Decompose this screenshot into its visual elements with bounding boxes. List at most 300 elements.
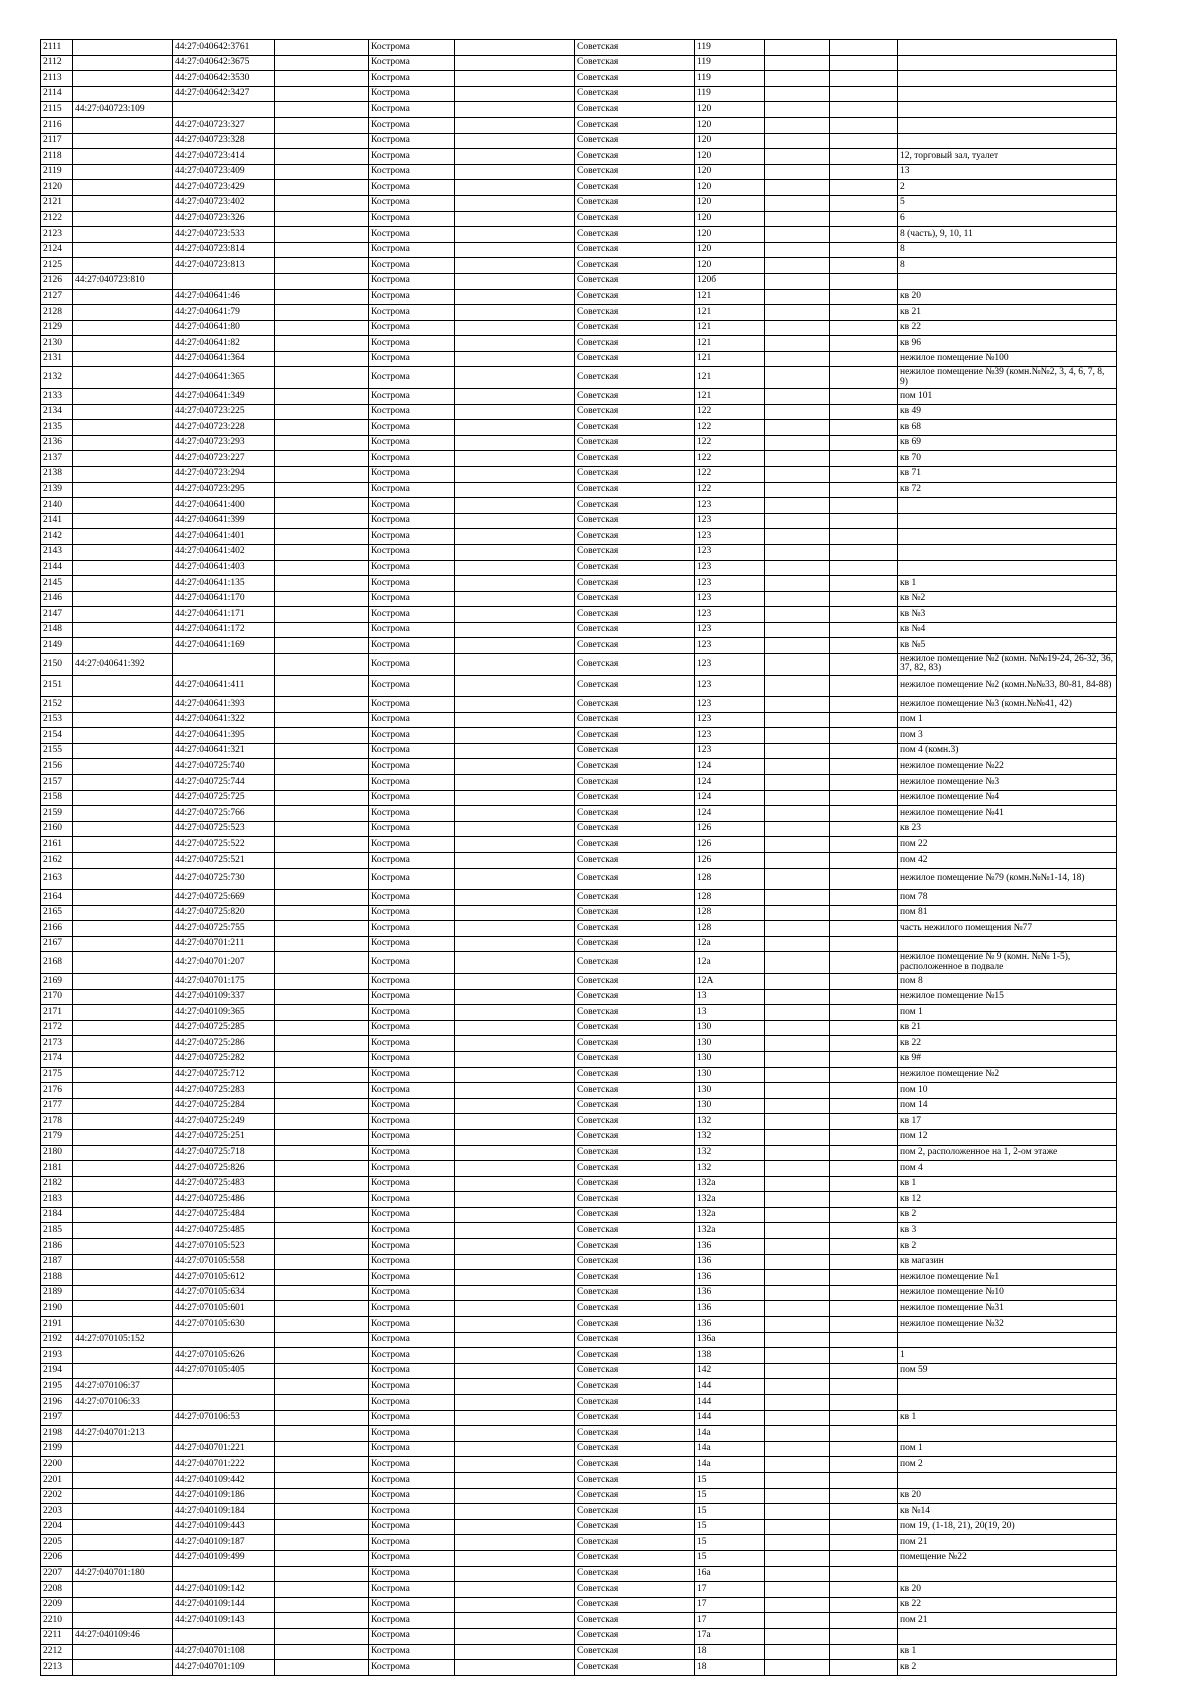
premises-cadastral-number: 44:27:040725:284 [173,1098,275,1114]
street: Советская [575,936,695,952]
premises-note [898,1332,1117,1348]
blank-column-4 [275,1301,369,1317]
blank-column-6 [455,1114,575,1130]
street: Советская [575,759,695,775]
premises-cadastral-number: 44:27:040109:443 [173,1519,275,1535]
house-number: 136а [695,1332,765,1348]
house-number: 123 [695,675,765,697]
street: Советская [575,133,695,149]
blank-column-6 [455,289,575,305]
city: Кострома [369,675,455,697]
blank-column-10 [830,1644,898,1660]
table-row [41,1270,1117,1286]
table-row [41,1332,1117,1348]
premises-note: пом 3 [898,728,1117,744]
blank-column-9 [765,1441,830,1457]
building-cadastral-number [73,1301,173,1317]
blank-column-6 [455,1301,575,1317]
blank-column-6 [455,1192,575,1208]
city: Кострома [369,775,455,791]
premises-note: пом 78 [898,890,1117,906]
blank-column-6 [455,55,575,71]
blank-column-6 [455,775,575,791]
row-number: 2183 [41,1192,73,1208]
blank-column-4 [275,242,369,258]
row-number: 2162 [41,853,73,869]
premises-cadastral-number: 44:27:040723:813 [173,258,275,274]
street: Советская [575,638,695,654]
table-row [41,435,1117,451]
blank-column-6 [455,1410,575,1426]
house-number: 136 [695,1254,765,1270]
blank-column-4 [275,1317,369,1333]
house-number: 121 [695,388,765,404]
blank-column-10 [830,1613,898,1629]
city: Кострома [369,1395,455,1411]
house-number: 132 [695,1129,765,1145]
premises-cadastral-number [173,1332,275,1348]
building-cadastral-number [73,1223,173,1239]
blank-column-9 [765,1519,830,1535]
premises-cadastral-number: 44:27:040725:282 [173,1051,275,1067]
city: Кострома [369,1005,455,1021]
city: Кострома [369,1410,455,1426]
city: Кострома [369,1363,455,1379]
premises-note: пом 21 [898,1613,1117,1629]
house-number: 13 [695,1005,765,1021]
table-row [41,1083,1117,1099]
street: Советская [575,420,695,436]
table-row [41,1597,1117,1613]
building-cadastral-number [73,952,173,974]
blank-column-10 [830,1395,898,1411]
blank-column-10 [830,1457,898,1473]
blank-column-10 [830,697,898,713]
street: Советская [575,1051,695,1067]
building-cadastral-number [73,258,173,274]
blank-column-4 [275,868,369,890]
blank-column-9 [765,576,830,592]
premises-note: кв 17 [898,1114,1117,1130]
premises-note [898,1628,1117,1644]
premises-note: кв 70 [898,451,1117,467]
blank-column-9 [765,921,830,937]
premises-note: кв 23 [898,821,1117,837]
house-number: 17 [695,1582,765,1598]
blank-column-10 [830,451,898,467]
street: Советская [575,289,695,305]
street: Советская [575,498,695,514]
blank-column-4 [275,435,369,451]
blank-column-4 [275,420,369,436]
premises-cadastral-number [173,1566,275,1582]
blank-column-4 [275,1176,369,1192]
premises-note: 1 [898,1348,1117,1364]
premises-cadastral-number: 44:27:040725:820 [173,905,275,921]
house-number: 15 [695,1535,765,1551]
city: Кострома [369,1332,455,1348]
blank-column-6 [455,837,575,853]
city: Кострома [369,1145,455,1161]
building-cadastral-number [73,576,173,592]
premises-cadastral-number: 44:27:040701:207 [173,952,275,974]
blank-column-9 [765,404,830,420]
table-row [41,675,1117,697]
blank-column-6 [455,868,575,890]
blank-column-4 [275,227,369,243]
house-number: 119 [695,86,765,102]
row-number: 2132 [41,367,73,389]
premises-cadastral-number: 44:27:040723:225 [173,404,275,420]
street: Советская [575,1363,695,1379]
premises-note: кв 12 [898,1192,1117,1208]
blank-column-6 [455,591,575,607]
premises-note: кв №14 [898,1504,1117,1520]
blank-column-10 [830,560,898,576]
row-number: 2116 [41,117,73,133]
blank-column-9 [765,1036,830,1052]
blank-column-10 [830,675,898,697]
table-row [41,1582,1117,1598]
premises-cadastral-number: 44:27:040725:484 [173,1207,275,1223]
street: Советская [575,905,695,921]
premises-note: нежилое помещение №10 [898,1285,1117,1301]
city: Кострома [369,1566,455,1582]
blank-column-10 [830,837,898,853]
city: Кострома [369,1582,455,1598]
blank-column-10 [830,790,898,806]
blank-column-9 [765,451,830,467]
building-cadastral-number [73,1582,173,1598]
blank-column-6 [455,759,575,775]
blank-column-6 [455,466,575,482]
premises-note: 2 [898,180,1117,196]
street: Советская [575,697,695,713]
premises-cadastral-number: 44:27:040723:228 [173,420,275,436]
premises-note [898,117,1117,133]
table-row [41,1379,1117,1395]
blank-column-6 [455,40,575,56]
premises-note [898,1472,1117,1488]
row-number: 2119 [41,164,73,180]
table-row [41,1176,1117,1192]
premises-cadastral-number: 44:27:040641:82 [173,336,275,352]
table-row [41,1223,1117,1239]
blank-column-4 [275,1207,369,1223]
premises-cadastral-number: 44:27:040723:326 [173,211,275,227]
street: Советская [575,1441,695,1457]
blank-column-9 [765,180,830,196]
row-number: 2158 [41,790,73,806]
premises-cadastral-number: 44:27:040723:328 [173,133,275,149]
building-cadastral-number [73,367,173,389]
street: Советская [575,921,695,937]
premises-cadastral-number: 44:27:040725:522 [173,837,275,853]
blank-column-10 [830,242,898,258]
city: Кострома [369,712,455,728]
blank-column-9 [765,1161,830,1177]
blank-column-9 [765,529,830,545]
premises-note: пом 2 [898,1457,1117,1473]
blank-column-6 [455,1129,575,1145]
table-row [41,1161,1117,1177]
premises-cadastral-number: 44:27:040725:744 [173,775,275,791]
blank-column-6 [455,242,575,258]
blank-column-9 [765,1067,830,1083]
blank-column-9 [765,1254,830,1270]
city: Кострома [369,790,455,806]
table-row [41,367,1117,389]
premises-cadastral-number: 44:27:070105:523 [173,1239,275,1255]
blank-column-4 [275,211,369,227]
city: Кострома [369,86,455,102]
street: Советская [575,1472,695,1488]
blank-column-4 [275,607,369,623]
house-number: 132 [695,1145,765,1161]
blank-column-4 [275,388,369,404]
table-row [41,936,1117,952]
house-number: 130 [695,1020,765,1036]
premises-note: пом 4 (комн.3) [898,743,1117,759]
blank-column-4 [275,1457,369,1473]
blank-column-10 [830,117,898,133]
blank-column-9 [765,195,830,211]
blank-column-10 [830,435,898,451]
blank-column-10 [830,180,898,196]
street: Советская [575,1597,695,1613]
blank-column-9 [765,164,830,180]
table-row [41,1036,1117,1052]
blank-column-6 [455,180,575,196]
house-number: 130 [695,1051,765,1067]
blank-column-10 [830,320,898,336]
blank-column-10 [830,351,898,367]
blank-column-4 [275,1363,369,1379]
row-number: 2200 [41,1457,73,1473]
row-number: 2142 [41,529,73,545]
row-number: 2177 [41,1098,73,1114]
blank-column-6 [455,1566,575,1582]
row-number: 2148 [41,622,73,638]
table-row [41,1051,1117,1067]
blank-column-9 [765,86,830,102]
premises-note: кв 20 [898,1582,1117,1598]
premises-note: часть нежилого помещения №77 [898,921,1117,937]
blank-column-9 [765,1020,830,1036]
building-cadastral-number [73,591,173,607]
blank-column-9 [765,1005,830,1021]
blank-column-9 [765,482,830,498]
blank-column-4 [275,1441,369,1457]
table-row [41,1129,1117,1145]
premises-note: нежилое помещение №15 [898,989,1117,1005]
blank-column-9 [765,1317,830,1333]
blank-column-9 [765,837,830,853]
blank-column-9 [765,289,830,305]
row-number: 2138 [41,466,73,482]
premises-cadastral-number: 44:27:040725:755 [173,921,275,937]
premises-note [898,273,1117,289]
city: Кострома [369,890,455,906]
row-number: 2151 [41,675,73,697]
street: Советская [575,1020,695,1036]
building-cadastral-number [73,675,173,697]
house-number: 123 [695,728,765,744]
building-cadastral-number [73,806,173,822]
table-row [41,853,1117,869]
row-number: 2168 [41,952,73,974]
building-cadastral-number [73,1176,173,1192]
premises-cadastral-number: 44:27:040725:283 [173,1083,275,1099]
blank-column-9 [765,55,830,71]
blank-column-10 [830,1192,898,1208]
premises-note: кв 3 [898,1223,1117,1239]
city: Кострома [369,973,455,989]
house-number: 120 [695,242,765,258]
street: Советская [575,837,695,853]
premises-cadastral-number: 44:27:070105:626 [173,1348,275,1364]
building-cadastral-number [73,544,173,560]
city: Кострома [369,821,455,837]
street: Советская [575,1504,695,1520]
city: Кострома [369,242,455,258]
house-number: 128 [695,921,765,937]
row-number: 2111 [41,40,73,56]
house-number: 119 [695,40,765,56]
blank-column-6 [455,71,575,87]
house-number: 120 [695,164,765,180]
row-number: 2199 [41,1441,73,1457]
city: Кострома [369,952,455,974]
street: Советская [575,712,695,728]
city: Кострома [369,853,455,869]
street: Советская [575,1644,695,1660]
premises-note: нежилое помещение №31 [898,1301,1117,1317]
premises-cadastral-number: 44:27:040725:712 [173,1067,275,1083]
building-cadastral-number [73,1472,173,1488]
table-row [41,712,1117,728]
premises-note [898,513,1117,529]
house-number: 123 [695,529,765,545]
building-cadastral-number [73,1270,173,1286]
blank-column-9 [765,1332,830,1348]
city: Кострома [369,1176,455,1192]
row-number: 2184 [41,1207,73,1223]
house-number: 136 [695,1317,765,1333]
city: Кострома [369,638,455,654]
blank-column-10 [830,1145,898,1161]
premises-note [898,55,1117,71]
row-number: 2129 [41,320,73,336]
row-number: 2152 [41,697,73,713]
blank-column-9 [765,806,830,822]
city: Кострома [369,40,455,56]
building-cadastral-number [73,1504,173,1520]
table-row [41,607,1117,623]
premises-cadastral-number: 44:27:040725:521 [173,853,275,869]
building-cadastral-number [73,1410,173,1426]
row-number: 2153 [41,712,73,728]
blank-column-9 [765,1628,830,1644]
blank-column-10 [830,86,898,102]
building-cadastral-number [73,1285,173,1301]
row-number: 2123 [41,227,73,243]
blank-column-4 [275,622,369,638]
city: Кострома [369,728,455,744]
house-number: 18 [695,1644,765,1660]
premises-note: нежилое помещение №1 [898,1270,1117,1286]
blank-column-10 [830,821,898,837]
house-number: 136 [695,1239,765,1255]
blank-column-9 [765,607,830,623]
blank-column-9 [765,149,830,165]
street: Советская [575,868,695,890]
blank-column-10 [830,164,898,180]
table-row [41,1660,1117,1676]
blank-column-10 [830,868,898,890]
street: Советская [575,1379,695,1395]
blank-column-9 [765,1550,830,1566]
building-cadastral-number [73,164,173,180]
street: Советская [575,1067,695,1083]
house-number: 13 [695,989,765,1005]
city: Кострома [369,404,455,420]
blank-column-6 [455,1426,575,1442]
blank-column-10 [830,1504,898,1520]
city: Кострома [369,435,455,451]
city: Кострома [369,837,455,853]
city: Кострома [369,1317,455,1333]
premises-cadastral-number: 44:27:040725:826 [173,1161,275,1177]
premises-note: 8 [898,242,1117,258]
building-cadastral-number [73,305,173,321]
blank-column-6 [455,1239,575,1255]
blank-column-6 [455,973,575,989]
row-number: 2156 [41,759,73,775]
blank-column-6 [455,890,575,906]
row-number: 2208 [41,1582,73,1598]
blank-column-6 [455,482,575,498]
blank-column-9 [765,1472,830,1488]
blank-column-6 [455,952,575,974]
street: Советская [575,591,695,607]
blank-column-4 [275,576,369,592]
blank-column-6 [455,697,575,713]
city: Кострома [369,1644,455,1660]
blank-column-4 [275,1129,369,1145]
row-number: 2170 [41,989,73,1005]
house-number: 124 [695,775,765,791]
blank-column-4 [275,1628,369,1644]
city: Кострома [369,697,455,713]
blank-column-9 [765,1426,830,1442]
street: Советская [575,790,695,806]
blank-column-4 [275,117,369,133]
city: Кострома [369,102,455,118]
premises-cadastral-number: 44:27:040723:409 [173,164,275,180]
house-number: 15 [695,1472,765,1488]
street: Советская [575,1566,695,1582]
house-number: 119 [695,55,765,71]
blank-column-10 [830,1067,898,1083]
premises-note: кв №4 [898,622,1117,638]
city: Кострома [369,1457,455,1473]
blank-column-4 [275,498,369,514]
city: Кострома [369,1613,455,1629]
premises-cadastral-number: 44:27:040109:442 [173,1472,275,1488]
blank-column-10 [830,1129,898,1145]
row-number: 2130 [41,336,73,352]
